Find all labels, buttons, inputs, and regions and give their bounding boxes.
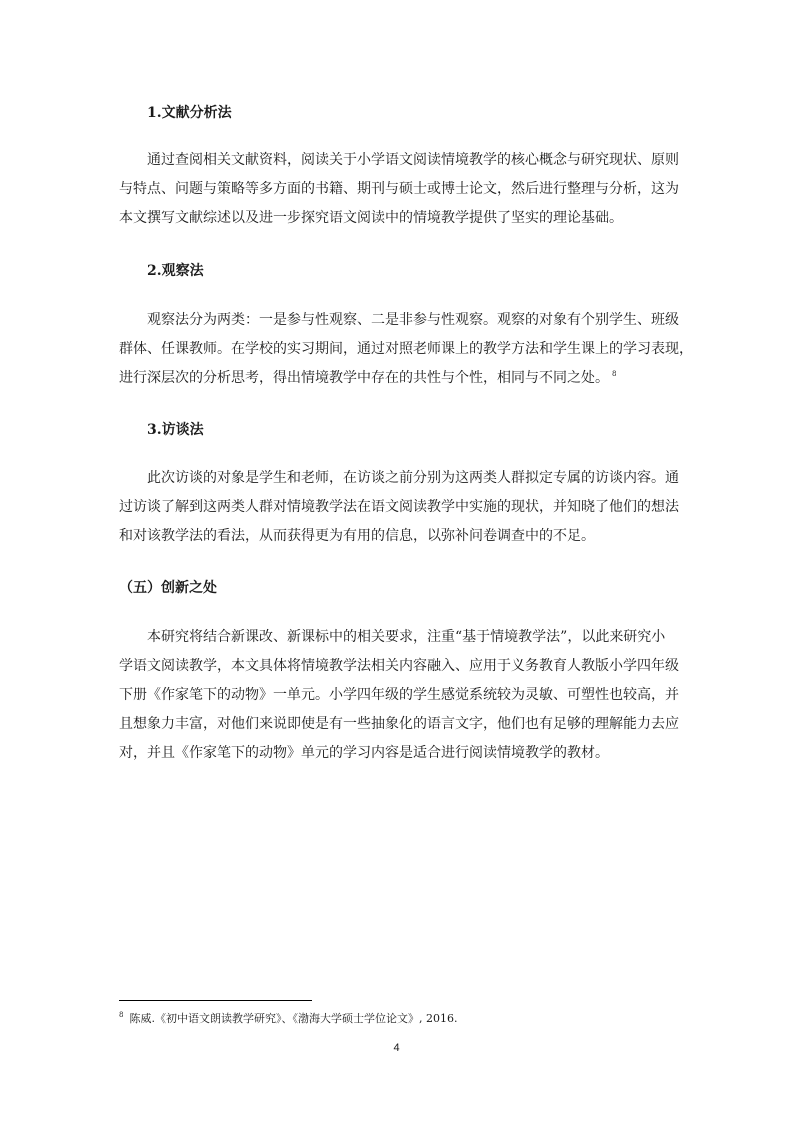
footnote-text: 陈威.《初中语文朗读教学研究》、《渤海大学硕士学位论文》, 2016. — [129, 1012, 458, 1025]
paragraph-innovation — [119, 623, 679, 768]
paragraph-line: 通过查阅相关文献资料，阅读关于小学语文阅读情境教学的核心概念与研究现状、原则 — [147, 152, 679, 168]
paragraph-line: 下册《作家笔下的动物》一单元。小学四年级的学生感觉系统较为灵敏、可塑性也较高，并 — [119, 687, 679, 703]
paragraph-line: 且想象力丰富，对他们来说即使是有一些抽象化的语言文字，他们也有足够的理解能力去应 — [119, 716, 679, 732]
paragraph-line: 过访谈了解到这两类人群对情境教学法在语文阅读教学中实施的现状，并知晓了他们的想法 — [119, 499, 679, 515]
paragraph-line: 此次访谈的对象是学生和老师，在访谈之前分别为这两类人群拟定专属的访谈内容。通 — [147, 470, 679, 486]
paragraph-line: 本文撰写文献综述以及进一步探究语文阅读中的情境教学提供了坚实的理论基础。 — [119, 210, 623, 226]
section-heading-observation: 2.观察法 — [147, 263, 204, 279]
paragraph-line-text: 进行深层次的分析思考，得出情境教学中存在的共性与个性，相同与不同之处。 — [119, 370, 609, 386]
paragraph-line: 群体、任课教师。在学校的实习期间，通过对照老师课上的教学方法和学生课上的学习表现， — [119, 341, 693, 357]
section-heading-interview: 3.访谈法 — [147, 422, 204, 438]
footnote-reference[interactable]: 8 — [612, 370, 617, 379]
paragraph-observation — [119, 306, 693, 393]
section-heading-literature-analysis: 1.文献分析法 — [147, 105, 232, 121]
section-heading-innovation: （五）创新之处 — [119, 580, 217, 596]
paragraph-line: 学语文阅读教学，本文具体将情境教学法相关内容融入、应用于义务教育人教版小学四年级 — [119, 658, 679, 674]
paragraph-line: 与特点、问题与策略等多方面的书籍、期刊与硕士或博士论文，然后进行整理与分析，这为 — [119, 181, 679, 197]
paragraph-line: 观察法分为两类：一是参与性观察、二是非参与性观察。观察的对象有个别学生、班级 — [147, 312, 679, 328]
paragraph-line: 对，并且《作家笔下的动物》单元的学习内容是适合进行阅读情境教学的教材。 — [119, 745, 609, 761]
footnote-separator — [119, 1000, 312, 1001]
paragraph-literature-analysis — [119, 146, 679, 233]
footnote-number: 8 — [119, 1011, 124, 1020]
paragraph-line: 本研究将结合新课改、新课标中的相关要求，注重“基于情境教学法”，以此来研究小 — [147, 629, 666, 645]
paragraph-line-with-footnote — [119, 364, 679, 393]
page-number: 4 — [393, 1042, 400, 1054]
footnote — [119, 1011, 457, 1027]
paragraph-interview — [119, 464, 679, 551]
paragraph-line: 和对该教学法的看法，从而获得更为有用的信息，以弥补问卷调查中的不足。 — [119, 528, 595, 544]
